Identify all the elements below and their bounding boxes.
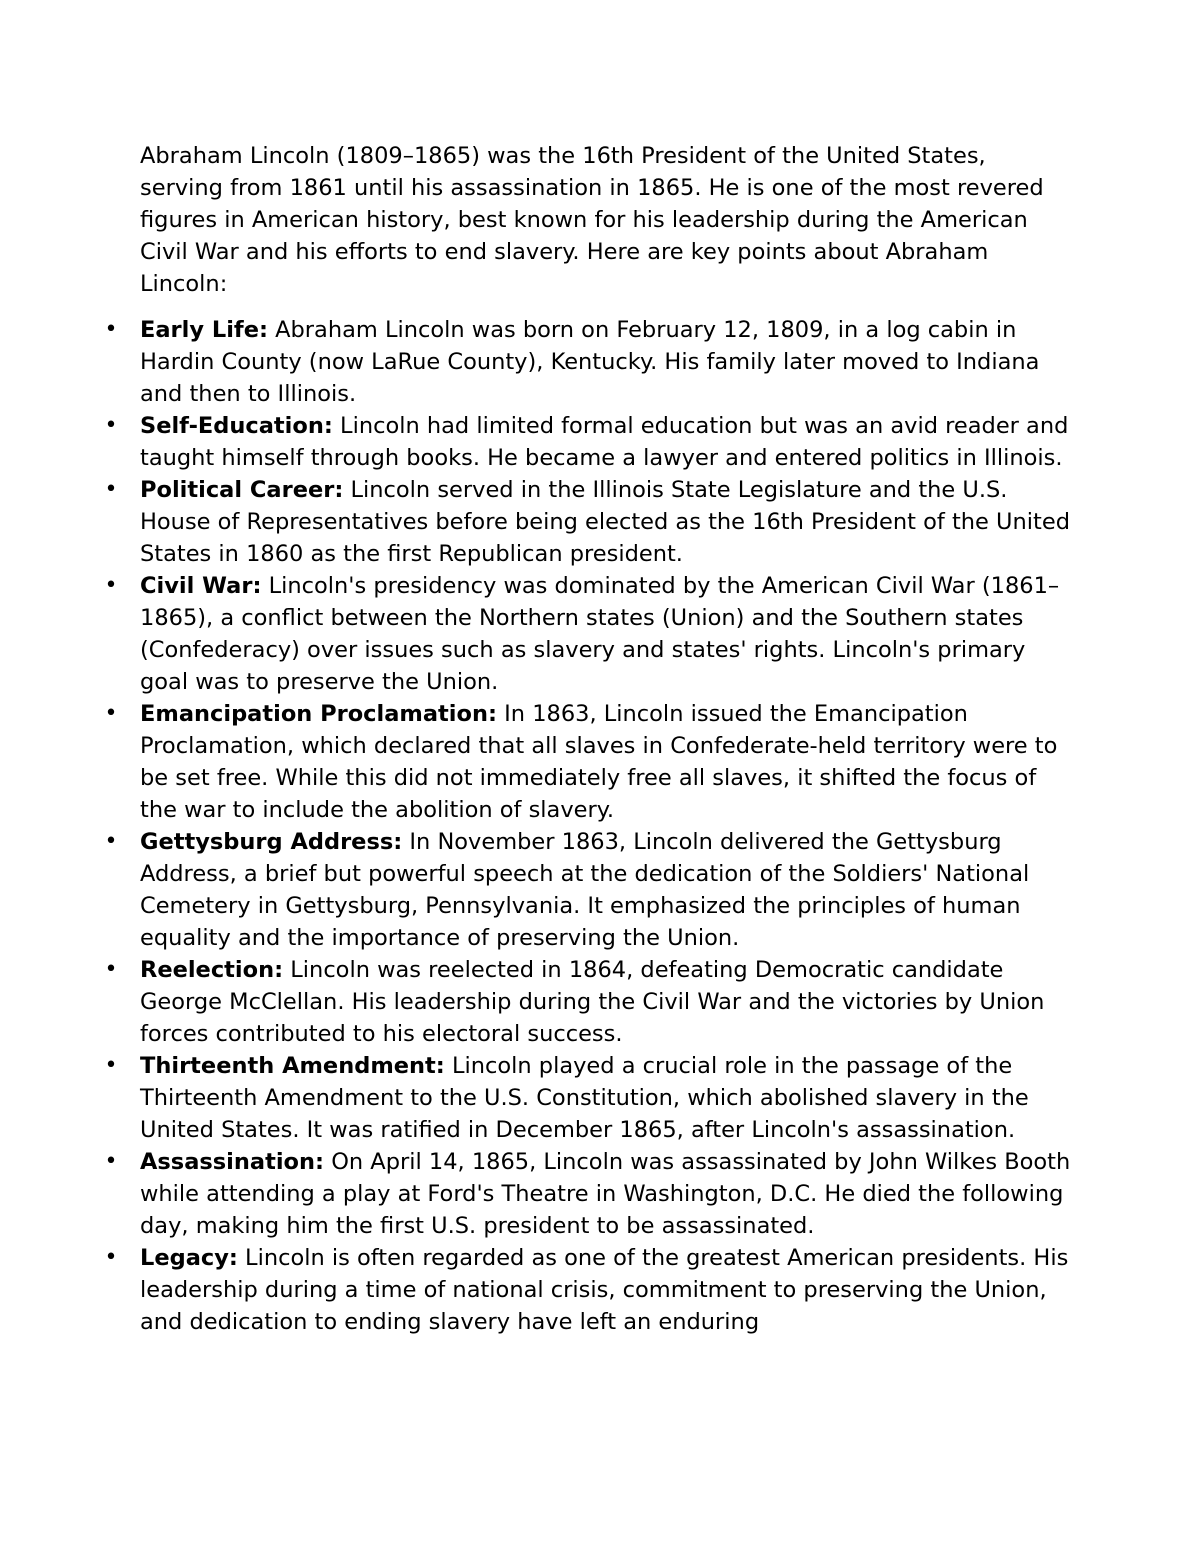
point-text: Lincoln's presidency was dominated by the American Civil War (1861–1865), a conflict between the Northern states (Union) and the Southern states (Confederacy) over issues such as slavery and states' rights. Lincoln's primary goal was to preserve the Union.: [140, 573, 1060, 695]
point-term: Gettysburg Address:: [140, 829, 403, 855]
document-page: [104, 140, 1075, 1338]
list-item: [104, 1050, 1075, 1146]
list-item: [104, 1146, 1075, 1242]
point-text: Lincoln played a crucial role in the passage of the Thirteenth Amendment to the U.S. Constitution, which abolished slavery in the United States. It was ratified in December 1865, after Lincoln's assassination.: [140, 1053, 1029, 1143]
point-term: Early Life:: [140, 317, 268, 343]
bullet-icon: •: [104, 701, 118, 726]
point-term: Emancipation Proclamation:: [140, 701, 497, 727]
list-item: [104, 954, 1075, 1050]
bullet-icon: •: [104, 1053, 118, 1078]
bullet-icon: •: [104, 477, 118, 502]
list-item: [104, 698, 1075, 826]
point-text: Lincoln had limited formal education but was an avid reader and taught himself through books. He became a lawyer and entered politics in Illinois.: [140, 413, 1069, 471]
point-text: In 1863, Lincoln issued the Emancipation Proclamation, which declared that all slaves in Confederate-held territory were to be set free. While this did not immediately free all slaves, it shifted the focus of the war to include the abolition of slavery.: [140, 701, 1058, 823]
point-text: Abraham Lincoln was born on February 12, 1809, in a log cabin in Hardin County (now LaRue County), Kentucky. His family later moved to Indiana and then to Illinois.: [140, 317, 1040, 407]
bullet-icon: •: [104, 413, 118, 438]
point-text: In November 1863, Lincoln delivered the Gettysburg Address, a brief but powerful speech at the dedication of the Soldiers' National Cemetery in Gettysburg, Pennsylvania. It emphasized the principles of human equality and the importance of preserving the Union.: [140, 829, 1030, 951]
point-term: Assassination:: [140, 1149, 325, 1175]
point-term: Reelection:: [140, 957, 284, 983]
point-text: Lincoln was reelected in 1864, defeating Democratic candidate George McClellan. His leadership during the Civil War and the victories by Union forces contributed to his electoral success.: [140, 957, 1045, 1047]
bullet-icon: •: [104, 829, 118, 854]
list-item: [104, 410, 1075, 474]
point-text: Lincoln is often regarded as one of the greatest American presidents. His leadership during a time of national crisis, commitment to preserving the Union, and dedication to ending slavery have left an enduring: [140, 1245, 1069, 1335]
bullet-icon: •: [104, 957, 118, 982]
list-item: [104, 474, 1075, 570]
list-item: [104, 1242, 1075, 1338]
bullet-icon: •: [104, 573, 118, 598]
bullet-icon: •: [104, 317, 118, 342]
point-text: On April 14, 1865, Lincoln was assassinated by John Wilkes Booth while attending a play at Ford's Theatre in Washington, D.C. He died the following day, making him the first U.S. president to be assassinated.: [140, 1149, 1071, 1239]
point-term: Civil War:: [140, 573, 262, 599]
point-term: Political Career:: [140, 477, 344, 503]
list-item: [104, 314, 1075, 410]
key-points-list: [104, 314, 1075, 1338]
point-term: Thirteenth Amendment:: [140, 1053, 445, 1079]
intro-paragraph: Abraham Lincoln (1809–1865) was the 16th President of the United States, serving from 1861 until his assassination in 1865. He is one of the most revered figures in American history, best known for his leadership during the American Civil War and his efforts to end slavery. Here are key points about Abraham Lincoln:: [140, 143, 1044, 297]
list-item: [104, 570, 1075, 698]
point-term: Self-Education:: [140, 413, 333, 439]
bullet-icon: •: [104, 1149, 118, 1174]
list-item: [104, 826, 1075, 954]
point-term: Legacy:: [140, 1245, 238, 1271]
bullet-icon: •: [104, 1245, 118, 1270]
point-text: Lincoln served in the Illinois State Legislature and the U.S. House of Representatives before being elected as the 16th President of the United States in 1860 as the first Republican president.: [140, 477, 1070, 567]
